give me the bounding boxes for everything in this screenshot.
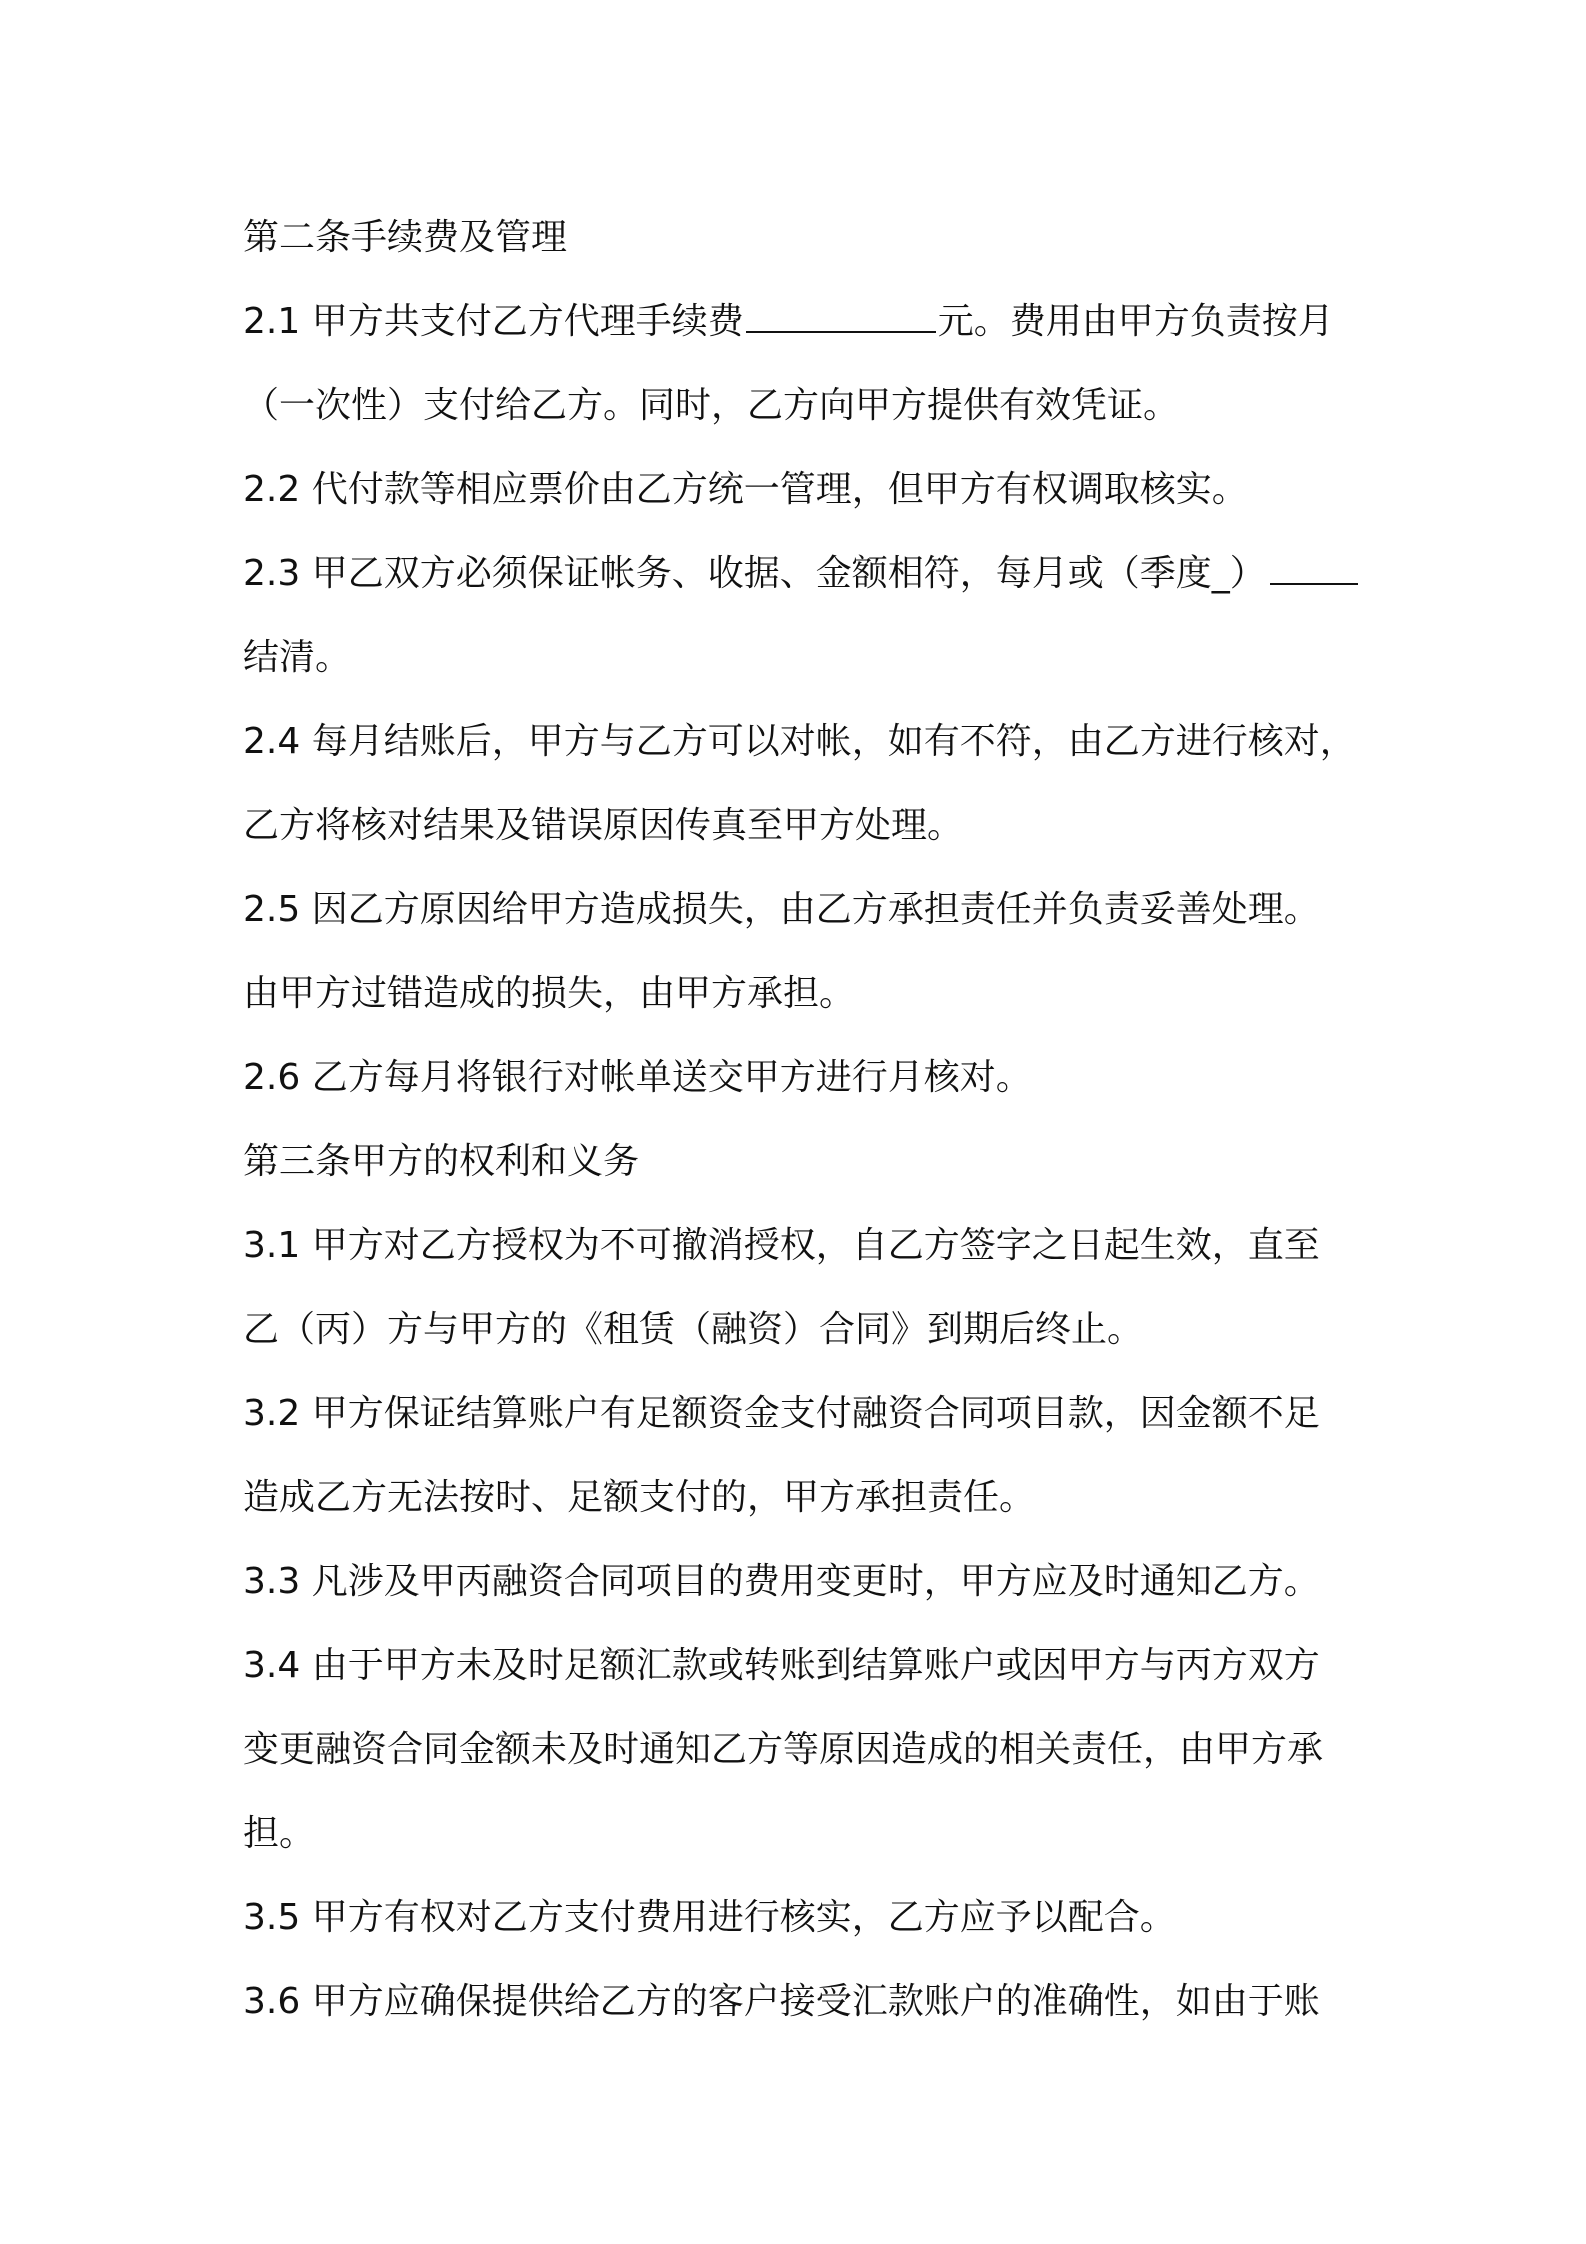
clause-2-1-text-end: 元。费用由甲方负责按月: [937, 301, 1334, 342]
clause-3-5: 3.5 甲方有权对乙方支付费用进行核实，乙方应予以配合。: [243, 1897, 1176, 1938]
clause-3-1-line-1: 3.1 甲方对乙方授权为不可撤消授权，自乙方签字之日起生效，直至: [243, 1225, 1320, 1266]
clause-2-3-line-2: 结清。: [243, 637, 352, 678]
clause-2-6: 2.6 乙方每月将银行对帐单送交甲方进行月核对。: [243, 1057, 1032, 1098]
clause-3-2-line-2: 造成乙方无法按时、足额支付的，甲方承担责任。: [243, 1477, 1036, 1518]
clause-3-6-line-1: 3.6 甲方应确保提供给乙方的客户接受汇款账户的准确性，如由于账: [243, 1981, 1320, 2022]
clause-3-3: 3.3 凡涉及甲丙融资合同项目的费用变更时，甲方应及时通知乙方。: [243, 1561, 1320, 1602]
clause-2-4-line-2: 乙方将核对结果及错误原因传真至甲方处理。: [243, 805, 964, 846]
fee-amount-blank: [746, 301, 936, 333]
settlement-period-blank: [1270, 553, 1358, 585]
section-heading-3: 第三条甲方的权利和义务: [243, 1141, 640, 1182]
clause-2-2: 2.2 代付款等相应票价由乙方统一管理，但甲方有权调取核实。: [243, 469, 1248, 510]
clause-2-3-line-1: [243, 532, 1358, 616]
clause-3-4-line-3: 担。: [243, 1813, 316, 1854]
clause-3-2-line-1: 3.2 甲方保证结算账户有足额资金支付融资合同项目款，因金额不足: [243, 1393, 1320, 1434]
clause-3-1-line-2: 乙（丙）方与甲方的《租赁（融资）合同》到期后终止。: [243, 1309, 1144, 1350]
clause-2-1-line-1: [243, 280, 1358, 364]
clause-3-4-line-1: 3.4 由于甲方未及时足额汇款或转账到结算账户或因甲方与丙方双方: [243, 1645, 1320, 1686]
clause-2-5-line-1: 2.5 因乙方原因给甲方造成损失，由乙方承担责任并负责妥善处理。: [243, 889, 1320, 930]
section-heading-2: 第二条手续费及管理: [243, 217, 568, 258]
clause-2-1-text-start: 2.1 甲方共支付乙方代理手续费: [243, 301, 744, 342]
clause-2-4-line-1: 2.4 每月结账后，甲方与乙方可以对帐，如有不符，由乙方进行核对，: [243, 721, 1356, 762]
clause-2-1-line-2: （一次性）支付给乙方。同时，乙方向甲方提供有效凭证。: [243, 385, 1180, 426]
clause-2-3-text: 2.3 甲乙双方必须保证帐务、收据、金额相符，每月或（季度_）: [243, 553, 1266, 594]
document-body: [243, 196, 1358, 2044]
clause-2-5-line-2: 由甲方过错造成的损失，由甲方承担。: [243, 973, 856, 1014]
clause-3-4-line-2: 变更融资合同金额未及时通知乙方等原因造成的相关责任，由甲方承: [243, 1729, 1324, 1770]
